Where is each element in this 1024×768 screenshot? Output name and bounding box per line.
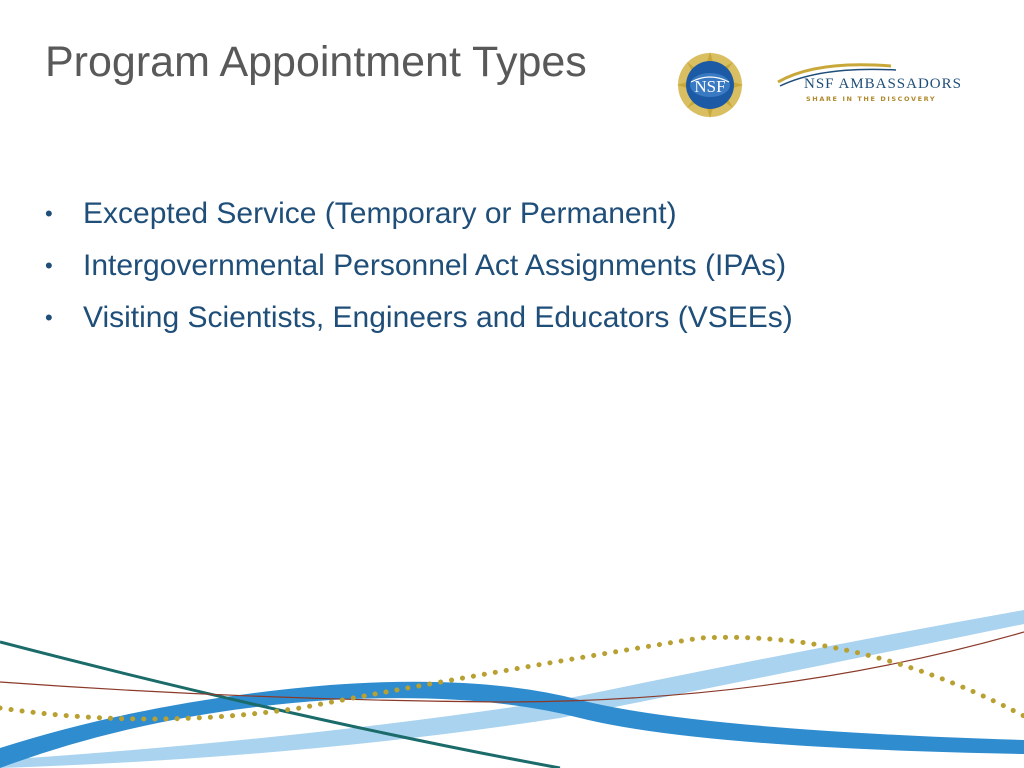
bullet-text: Visiting Scientists, Engineers and Educators (VSEEs) (83, 301, 793, 334)
bullet-dot-icon: • (45, 201, 53, 226)
nsf-seal-logo (677, 52, 743, 118)
slide-title: Program Appointment Types (45, 38, 587, 86)
bullet-list (45, 188, 793, 344)
seal-text: NSF (694, 77, 726, 96)
bullet-text: Excepted Service (Temporary or Permanent) (83, 197, 677, 230)
bullet-dot-icon: • (45, 253, 53, 278)
bullet-text: Intergovernmental Personnel Act Assignments (IPAs) (83, 249, 787, 282)
ambassadors-tagline: SHARE IN THE DISCOVERY (806, 95, 937, 103)
bullet-dot-icon: • (45, 305, 53, 330)
ambassadors-name: NSF AMBASSADORS (804, 76, 962, 92)
bullet-item (45, 240, 793, 292)
bullet-item (45, 292, 793, 344)
decorative-wave-footer (0, 590, 1024, 768)
bullet-item (45, 188, 793, 240)
nsf-ambassadors-logo (776, 58, 976, 108)
